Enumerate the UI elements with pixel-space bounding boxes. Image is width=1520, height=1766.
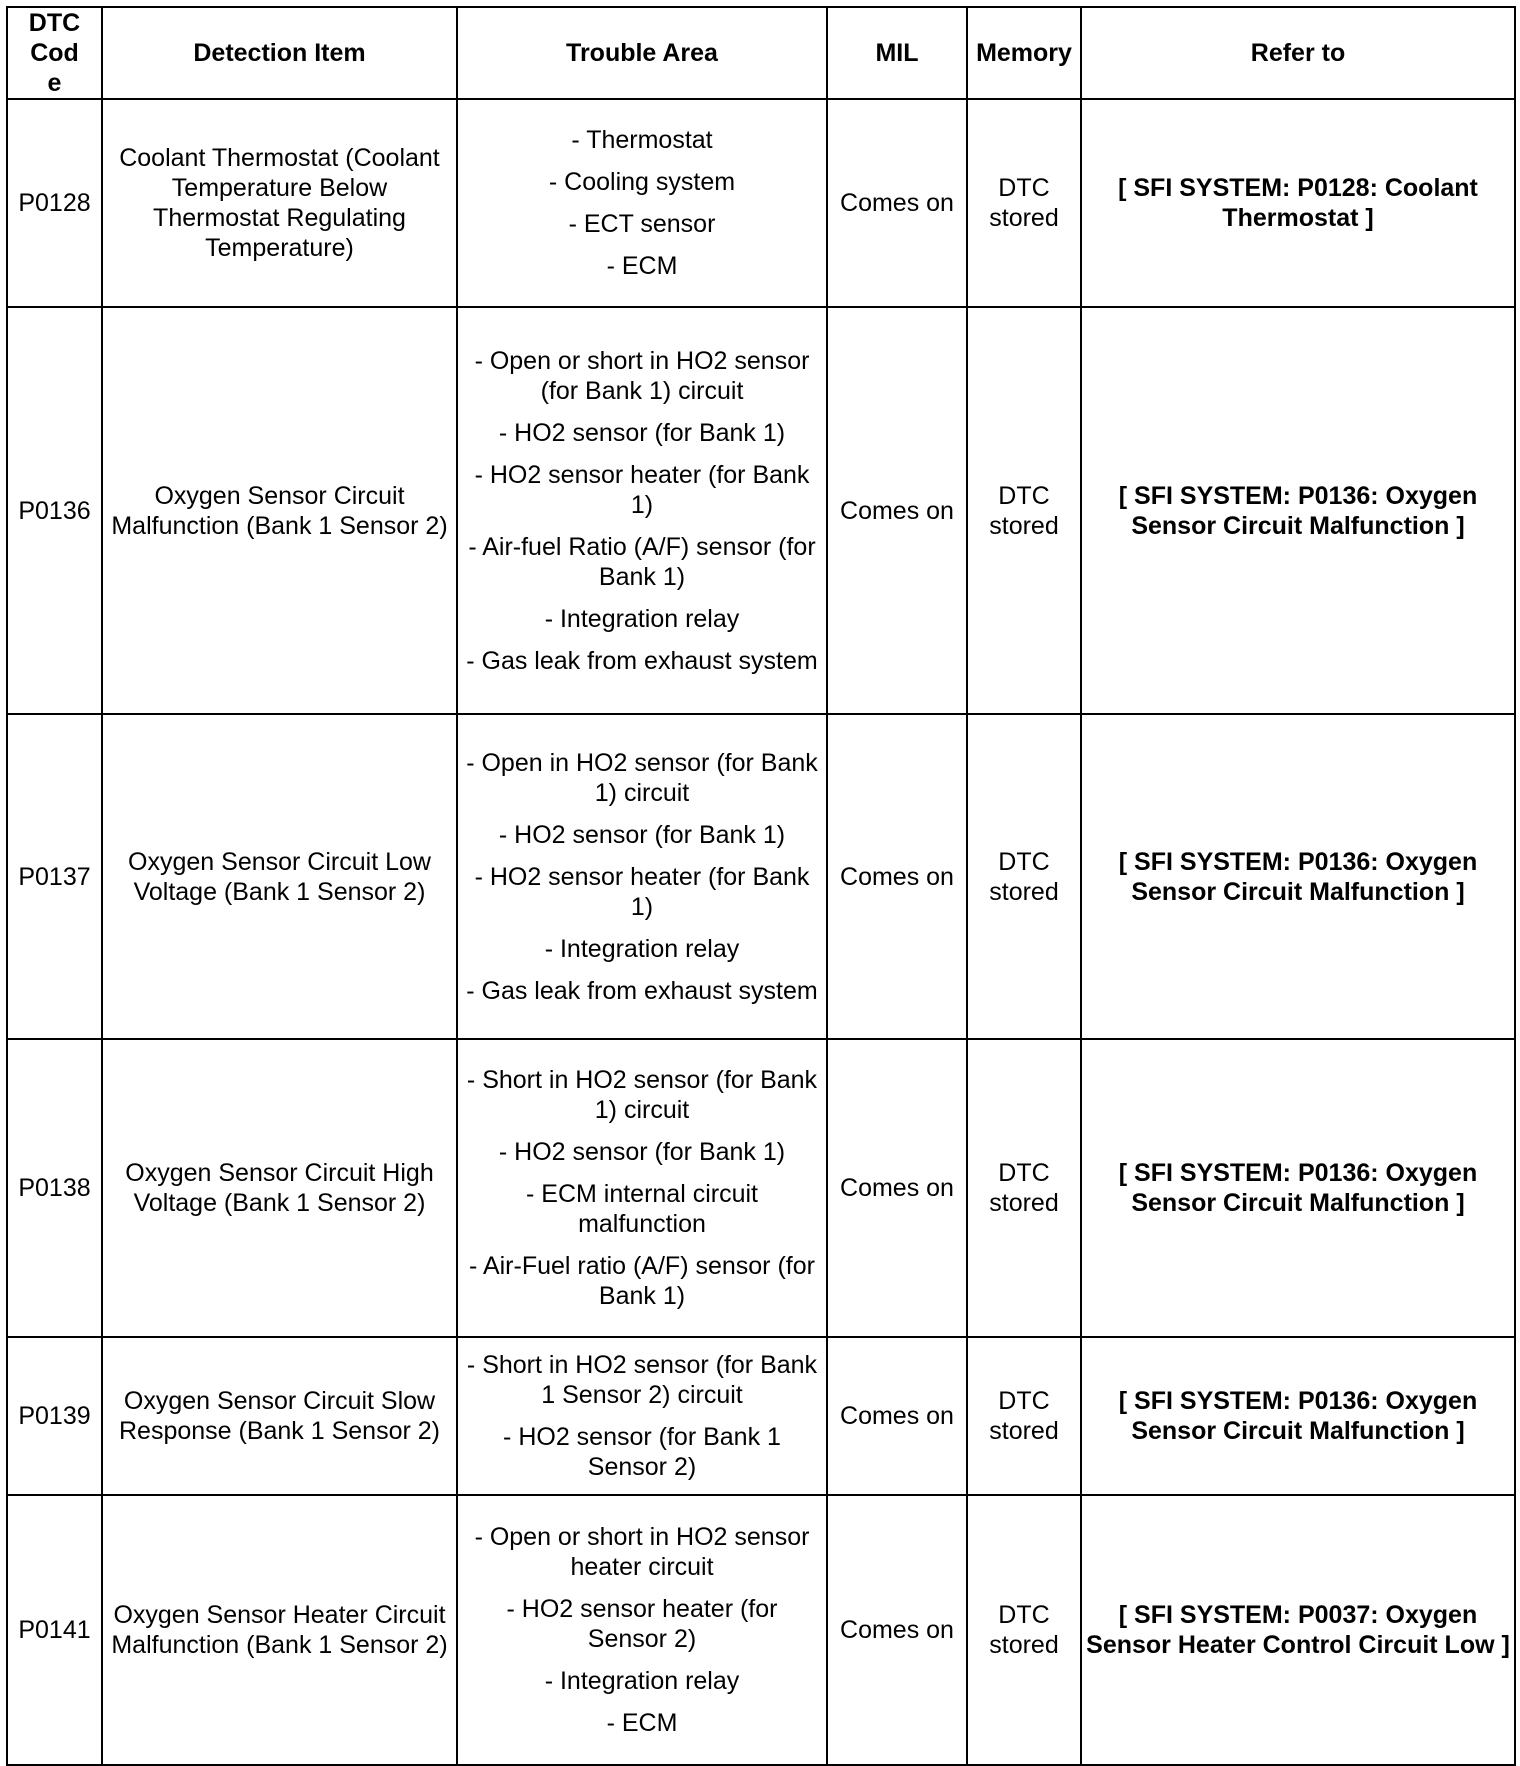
memory-cell: DTC stored — [967, 714, 1081, 1039]
trouble-area-item: - Air-fuel Ratio (A/F) sensor (for Bank 1) — [468, 532, 816, 591]
trouble-area-cell — [457, 99, 827, 307]
trouble-area-cell — [457, 307, 827, 714]
refer-to-link[interactable]: [ SFI SYSTEM: P0037: Oxygen Sensor Heater Control Circuit Low ] — [1081, 1495, 1515, 1765]
detection-item-cell: Coolant Thermostat (Coolant Temperature Below Thermostat Regulating Temperature) — [102, 99, 457, 307]
header-detection-item: Detection Item — [102, 7, 457, 99]
dtc-code-cell: P0138 — [7, 1039, 102, 1337]
memory-cell: DTC stored — [967, 99, 1081, 307]
dtc-code-cell: P0136 — [7, 307, 102, 714]
trouble-area-cell — [457, 1337, 827, 1495]
detection-item-cell: Oxygen Sensor Circuit High Voltage (Bank 1 Sensor 2) — [102, 1039, 457, 1337]
trouble-area-item: - Integration relay — [544, 934, 740, 963]
trouble-area-cell — [457, 1495, 827, 1765]
trouble-area-item: - Integration relay — [544, 1667, 740, 1695]
trouble-area-cell — [457, 1039, 827, 1337]
table-row — [7, 307, 1515, 714]
dtc-code-cell: P0128 — [7, 99, 102, 307]
trouble-area-item: - ECM internal circuit malfunction — [526, 1180, 758, 1238]
trouble-area-item: - Integration relay — [544, 604, 740, 633]
dtc-code-cell: P0137 — [7, 714, 102, 1039]
dtc-table — [6, 6, 1516, 1766]
trouble-area-item: - ECM — [606, 1709, 678, 1737]
mil-cell: Comes on — [827, 1495, 967, 1765]
refer-to-link[interactable]: [ SFI SYSTEM: P0128: Coolant Thermostat ] — [1081, 99, 1515, 307]
header-mil: MIL — [827, 7, 967, 99]
detection-item-cell: Oxygen Sensor Circuit Malfunction (Bank 1 Sensor 2) — [102, 307, 457, 714]
trouble-area-item: - HO2 sensor heater (for Bank 1) — [474, 862, 810, 921]
trouble-area-cell — [457, 714, 827, 1039]
trouble-area-item: - HO2 sensor (for Bank 1) — [498, 418, 786, 447]
trouble-area-item: - Air-Fuel ratio (A/F) sensor (for Bank 1) — [469, 1252, 815, 1310]
trouble-area-item: - ECM — [606, 252, 678, 280]
table-row — [7, 1495, 1515, 1765]
trouble-area-item: - Gas leak from exhaust system — [466, 646, 818, 675]
trouble-area-item: - HO2 sensor (for Bank 1) — [498, 1138, 786, 1166]
header-trouble-area: Trouble Area — [457, 7, 827, 99]
header-row — [7, 7, 1515, 99]
table-row — [7, 1039, 1515, 1337]
mil-cell: Comes on — [827, 307, 967, 714]
table-row — [7, 1337, 1515, 1495]
refer-to-link[interactable]: [ SFI SYSTEM: P0136: Oxygen Sensor Circuit Malfunction ] — [1081, 714, 1515, 1039]
trouble-area-item: - Cooling system — [548, 168, 736, 196]
trouble-area-item: - HO2 sensor (for Bank 1) — [498, 820, 786, 849]
header-memory: Memory — [967, 7, 1081, 99]
trouble-area-item: - Open or short in HO2 sensor heater circuit — [474, 1523, 810, 1581]
table-row — [7, 714, 1515, 1039]
refer-to-link[interactable]: [ SFI SYSTEM: P0136: Oxygen Sensor Circuit Malfunction ] — [1081, 1039, 1515, 1337]
trouble-area-item: - ECT sensor — [568, 210, 716, 238]
trouble-area-item: - HO2 sensor heater (for Bank 1) — [474, 460, 810, 519]
mil-cell: Comes on — [827, 99, 967, 307]
table-row — [7, 99, 1515, 307]
detection-item-cell: Oxygen Sensor Heater Circuit Malfunction (Bank 1 Sensor 2) — [102, 1495, 457, 1765]
dtc-code-cell: P0141 — [7, 1495, 102, 1765]
detection-item-cell: Oxygen Sensor Circuit Slow Response (Bank 1 Sensor 2) — [102, 1337, 457, 1495]
memory-cell: DTC stored — [967, 1495, 1081, 1765]
mil-cell: Comes on — [827, 1337, 967, 1495]
memory-cell: DTC stored — [967, 307, 1081, 714]
header-dtc-code: DTC Code — [7, 7, 102, 99]
refer-to-link[interactable]: [ SFI SYSTEM: P0136: Oxygen Sensor Circuit Malfunction ] — [1081, 1337, 1515, 1495]
header-refer-to: Refer to — [1081, 7, 1515, 99]
detection-item-cell: Oxygen Sensor Circuit Low Voltage (Bank 1 Sensor 2) — [102, 714, 457, 1039]
trouble-area-item: - Short in HO2 sensor (for Bank 1) circuit — [466, 1066, 818, 1124]
memory-cell: DTC stored — [967, 1337, 1081, 1495]
trouble-area-item: - Thermostat — [571, 126, 713, 154]
dtc-code-cell: P0139 — [7, 1337, 102, 1495]
mil-cell: Comes on — [827, 714, 967, 1039]
trouble-area-item: - HO2 sensor heater (for Sensor 2) — [506, 1595, 778, 1653]
trouble-area-item: - Open or short in HO2 sensor (for Bank 1) circuit — [474, 346, 810, 405]
trouble-area-item: - Open in HO2 sensor (for Bank 1) circuit — [466, 748, 818, 807]
memory-cell: DTC stored — [967, 1039, 1081, 1337]
trouble-area-item: - Gas leak from exhaust system — [466, 976, 818, 1005]
mil-cell: Comes on — [827, 1039, 967, 1337]
refer-to-link[interactable]: [ SFI SYSTEM: P0136: Oxygen Sensor Circuit Malfunction ] — [1081, 307, 1515, 714]
trouble-area-item: - HO2 sensor (for Bank 1 Sensor 2) — [503, 1423, 781, 1481]
trouble-area-item: - Short in HO2 sensor (for Bank 1 Sensor 2) circuit — [466, 1351, 818, 1409]
